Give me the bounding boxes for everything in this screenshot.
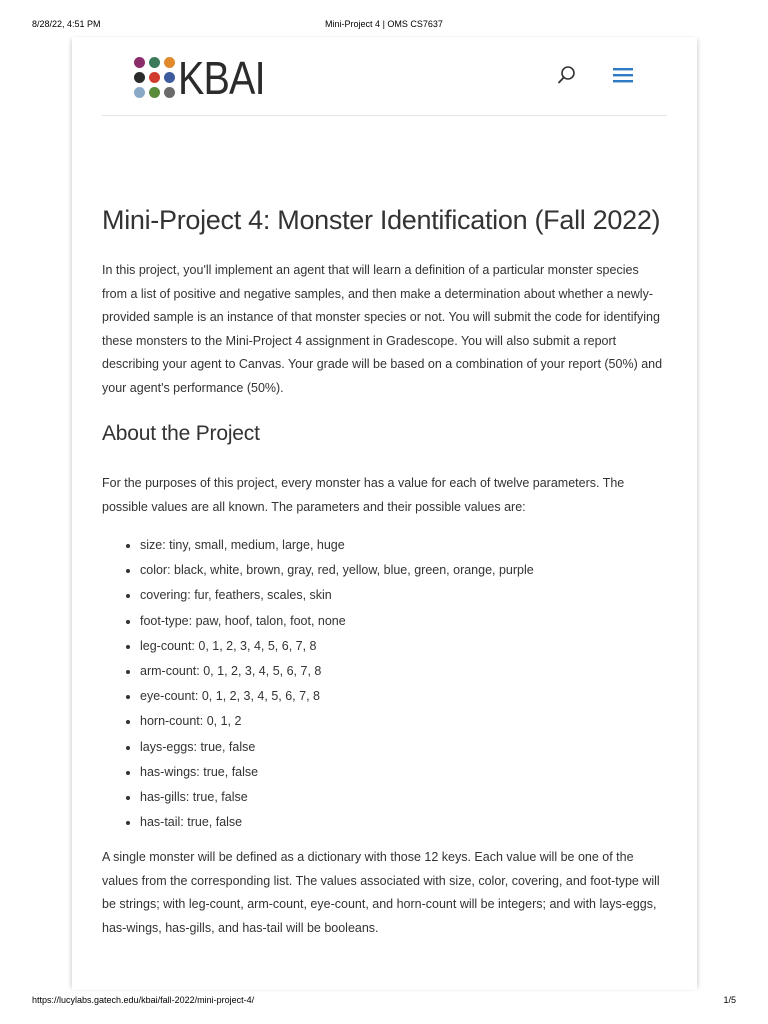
list-item: has-gills: true, false [140,785,667,810]
logo-dots-graphic [134,57,176,99]
closing-paragraph: A single monster will be defined as a dictionary with those 12 keys. Each value will be one of the values from the corresponding list. The values associated with size, color, covering, and foot-type will be strings; with leg-count, arm-count, eye-count, and horn-count will be integers; and with lays-eggs, has-wings, has-gills, and has-tail will be booleans. [102,850,660,935]
list-item: size: tiny, small, medium, large, huge [140,533,667,558]
print-footer [0,984,768,1024]
list-item: eye-count: 0, 1, 2, 3, 4, 5, 6, 7, 8 [140,684,667,709]
logo-text: KBAI [178,52,265,104]
list-item: has-tail: true, false [140,810,667,835]
page-sheet [72,37,697,990]
logo-dot [149,57,160,68]
logo-dot [149,72,160,83]
print-datetime: 8/28/22, 4:51 PM [32,19,101,29]
print-header [0,0,768,40]
site-header [102,37,667,116]
list-item: covering: fur, feathers, scales, skin [140,583,667,608]
search-icon[interactable] [557,65,577,85]
parameter-list [102,533,667,835]
list-item: leg-count: 0, 1, 2, 3, 4, 5, 6, 7, 8 [140,634,667,659]
list-item: color: black, white, brown, gray, red, yellow, blue, green, orange, purple [140,558,667,583]
list-item: foot-type: paw, hoof, talon, foot, none [140,609,667,634]
list-item: has-wings: true, false [140,760,667,785]
hamburger-menu-icon[interactable] [612,66,634,84]
logo-dot [134,87,145,98]
section-heading-about: About the Project [102,422,260,445]
logo-dot [164,57,175,68]
about-paragraph: For the purposes of this project, every monster has a value for each of twelve parameters. The possible values are all known. The parameters and their possible values are: [102,476,625,514]
list-item: lays-eggs: true, false [140,735,667,760]
print-page-number: 1/5 [723,995,736,1005]
print-doc-title: Mini-Project 4 | OMS CS7637 [325,19,443,29]
logo-dot [164,72,175,83]
list-item: horn-count: 0, 1, 2 [140,709,667,734]
site-logo[interactable] [134,52,279,104]
page-title: Mini-Project 4: Monster Identification (Fall 2022) [102,205,661,235]
logo-dot [134,72,145,83]
intro-paragraph: In this project, you'll implement an agent that will learn a definition of a particular monster species from a list of positive and negative samples, and then make a determination about whether a newly-provided sample is an instance of that monster species or not. You will submit the code for identifying these monsters to the Mini-Project 4 assignment in Gradescope. You will also submit a report describing your agent to Canvas. Your grade will be based on a combination of your report (50%) and your agent's performance (50%). [102,263,663,395]
logo-dot [149,87,160,98]
list-item: arm-count: 0, 1, 2, 3, 4, 5, 6, 7, 8 [140,659,667,684]
logo-dot [134,57,145,68]
logo-dot [164,87,175,98]
print-url: https://lucylabs.gatech.edu/kbai/fall-2022/mini-project-4/ [32,995,255,1005]
